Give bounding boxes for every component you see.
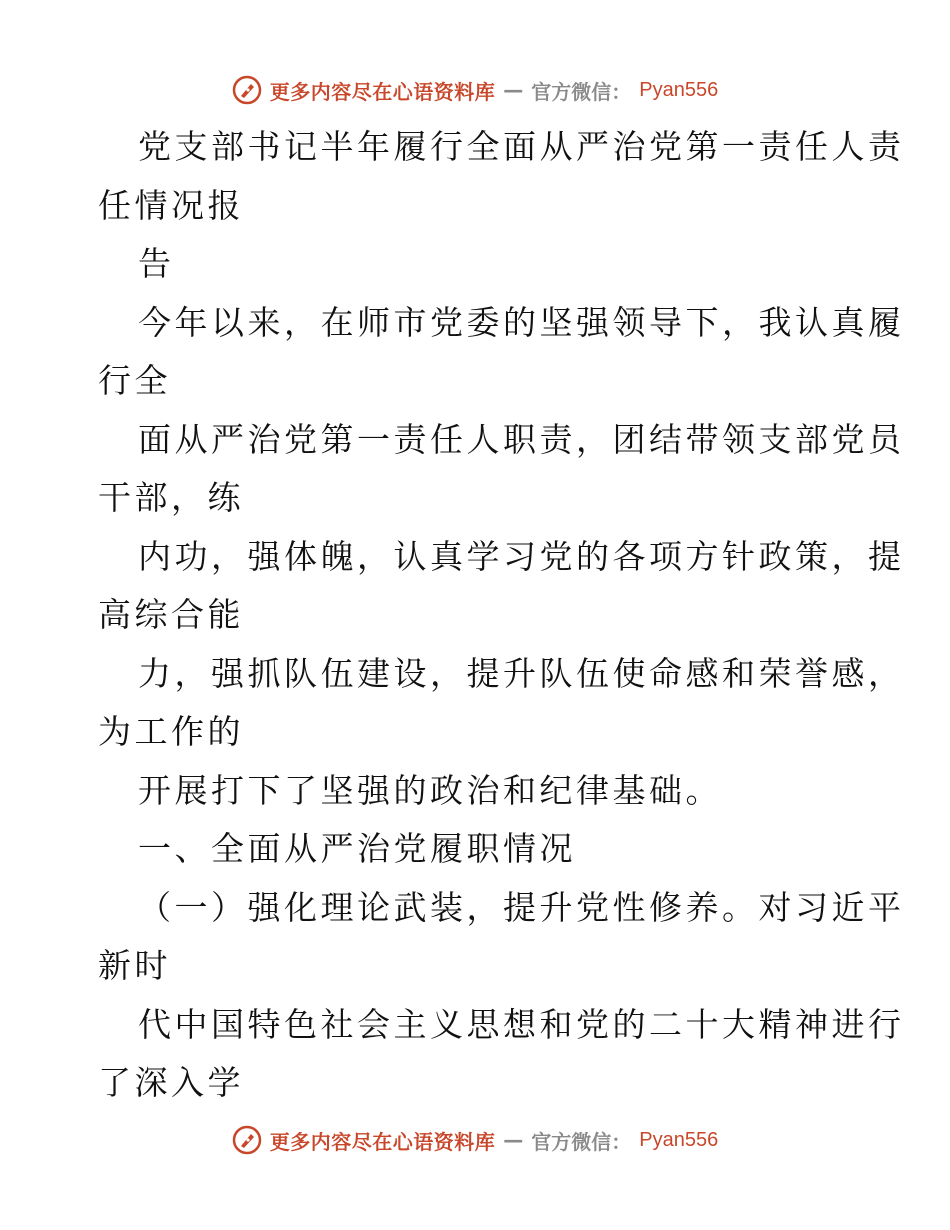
paragraph-line: 面从严治党第一责任人职责，团结带领支部党员 [138, 419, 905, 459]
paragraph-line: 高综合能 [98, 595, 244, 634]
paragraph-line: 了深入学 [98, 1063, 244, 1102]
paragraph-line: 行全 [98, 361, 171, 400]
pen-nib-logo-icon [232, 75, 262, 105]
watermark-wechat-label: 官方微信： [531, 1129, 632, 1154]
watermark-wechat-id: Pyan556 [639, 1128, 719, 1151]
paragraph-line: 为工作的 [98, 712, 244, 751]
pen-nib-logo-icon [232, 1125, 262, 1155]
watermark-footer [0, 1120, 950, 1160]
watermark-site-text: 更多内容尽在心语资料库 [269, 1129, 496, 1154]
paragraph-line: 力，强抓队伍建设，提升队伍使命感和荣誉感， [138, 653, 905, 693]
paragraph-line: 今年以来，在师市党委的坚强领导下，我认真履 [138, 302, 905, 342]
document-title-line: 党支部书记半年履行全面从严治党第一责任人责 [138, 127, 905, 166]
document-title-line: 任情况报 [98, 185, 244, 225]
document-body [98, 118, 905, 1113]
section-heading: 一、全面从严治党履职情况 [138, 829, 576, 868]
paragraph-line: 新时 [98, 946, 171, 985]
paragraph-line: 内功，强体魄，认真学习党的各项方针政策，提 [138, 536, 905, 576]
document-title-line: 告 [138, 244, 175, 283]
watermark-dash: — [503, 78, 524, 102]
watermark-header [0, 70, 950, 110]
watermark-dash: — [503, 1128, 524, 1152]
watermark-wechat-id: Pyan556 [639, 78, 719, 101]
watermark-site-text: 更多内容尽在心语资料库 [269, 79, 496, 104]
paragraph-line: （一）强化理论武装，提升党性修养。对习近平 [138, 887, 905, 927]
paragraph-line: 开展打下了坚强的政治和纪律基础。 [138, 770, 722, 810]
paragraph-line: 干部，练 [98, 478, 244, 517]
watermark-wechat-label: 官方微信： [531, 79, 632, 104]
paragraph-line: 代中国特色社会主义思想和党的二十大精神进行 [138, 1004, 905, 1044]
